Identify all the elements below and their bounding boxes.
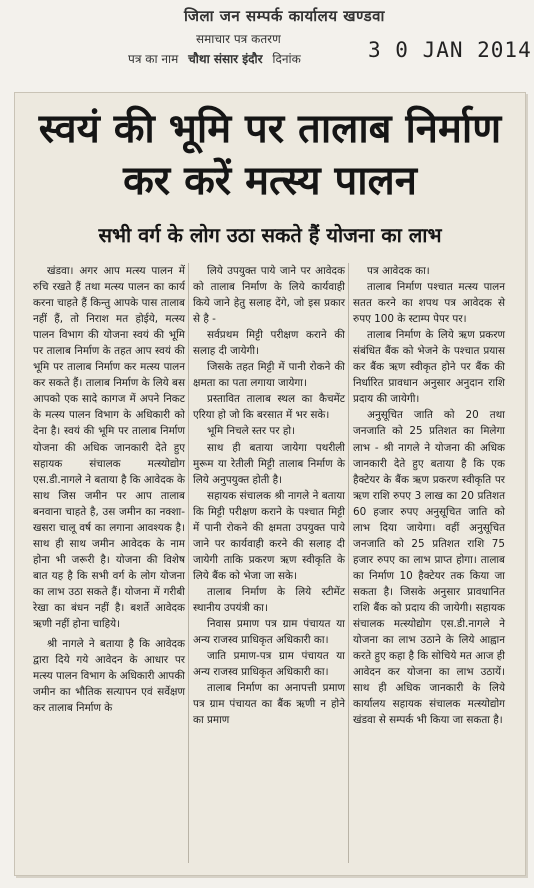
headline-line: कर करें मत्स्य पालन [123,157,417,204]
paragraph: साथ ही बताया जायेगा पथरीली मुरूम या रेतीली मिट्टी तालाब निर्माण के लिये अनुपयुक्त होती है। [193,441,345,486]
article-column-1 [33,263,185,716]
headline [15,103,525,207]
date-stamp: 3 0 JAN 2014 [368,38,532,62]
newspaper-name: चौथा संसार इंदौर [188,52,263,66]
paragraph: निवास प्रमाण पत्र ग्राम पंचायत या अन्य राजस्व प्राधिकृत अधिकारी का। [193,618,345,647]
column-divider [188,263,189,863]
paragraph: खंडवा। अगर आप मत्स्य पालन में रुचि रखते हैं तथा मत्स्य पालन का कार्य करना चाहते हैं किन्तु आपके पास तालाब नहीं हैं, तो निराश मत होईये, मत्स्य पालन विभाग की योजना स्वयं की भूमि पर तालाब निर्माण के तहत आप स्वयं की भूमि पर तालाब निर्माण कर मत्स्य पालन कर सकते हैं। तालाब निर्माण के लिये बस आपको एक सादे कागज में अपने निकट के मत्स्य पालन विभाग के अधिकारी को देना है। स्वयं की भूमि पर तालाब निर्माण योजना की अधिक जानकारी देते हुए सहायक संचालक मत्स्योद्योग एस.डी.नागले ने बताया है कि आवेदक के साथ जिस जमीन पर आप तालाब बनवाना चाहते है, उस जमीन का नक्शा-खसरा चालू वर्ष का लगाना आवश्यक है। साथ ही साथ जमीन आवेदक के नाम होना भी जरूरी है। योजना की विशेष बात यह है कि सभी वर्ग के लोग योजना का लाभ उठा सकते हैं। योजना में गरीबी रेखा का बंधन नहीं है। बशर्ते आवेदक ऋणी नहीं होना चाहिये। [33,265,185,631]
paragraph: पत्र आवेदक का। [367,265,430,277]
paragraph: सर्वप्रथम मिट्टी परीक्षण कराने की सलाह दी जायेगी। [193,329,345,358]
column-divider [348,263,349,863]
paragraph: अनुसूचित जाति को 20 तथा जनजाति को 25 प्रतिशत का मिलेगा लाभ - श्री नागले ने योजना की अधिक जानकारी देते हुए बताया है कि एक हैक्टेयर के बैंक ऋण प्रकरण स्वीकृति पर ऋण राशि रुपए 3 लाख का 20 प्रतिशत 60 हजार रुपए अनुसूचित जाति को लाभ दिया जायेगा। वहीं अनुसूचित जनजाति को 25 प्रतिशत राशि 75 हजार रुपए का लाभ प्राप्त होगा। तालाब का निर्माण 10 हैक्टेयर तक किया जा सकता है। जिसके अनुसार प्रावधानित राशि बैंक को प्रदाय की जायेगी। सहायक संचालक मत्स्योद्योग एस.डी.नागले ने योजना का लाभ उठाने के लिये आह्वान करते हुए कहा है कि सोचिये मत आज ही आवेदन कर योजना का लाभ उठायें। साथ ही अधिक जानकारी के लिये कार्यालय सहायक संचालक मत्स्योद्योग खंडवा से सम्पर्क भी किया जा सकता है। [353,409,505,727]
paragraph: तालाब निर्माण के लिये ऋण प्रकरण संबंधित बैंक को भेजने के पश्चात प्रयास कर बैंक ऋण स्वीकृत होने पर बैंक की निर्धारित प्रावधान अनुसार अनुदान राशि प्रदाय की जायेगी। [353,329,505,406]
paragraph: प्रस्तावित तालाब स्थल का कैचमेंट एरिया हो जो कि बरसात में भर सके। [193,393,345,422]
paper-name-label: पत्र का नाम [128,52,179,66]
news-clipping [14,92,526,876]
paragraph: तालाब निर्माण पश्चात मत्स्य पालन सतत करने का शपथ पत्र आवेदक से रुपए 100 के स्टाम्प पेपर पर। [353,281,505,326]
paragraph: श्री नागले ने बताया है कि आवेदक द्वारा दिये गये आवेदन के आधार पर मत्स्य पालन विभाग के अधिकारी आपकी जमीन का भौतिक सत्यापन एवं सर्वेक्षण कर तालाब निर्माण के [33,638,185,715]
cutting-label: समाचार पत्र कतरण [196,32,281,46]
subheadline: सभी वर्ग के लोग उठा सकते हैं योजना का लाभ [98,223,442,247]
headline-line: स्वयं की भूमि पर तालाब निर्माण [38,105,502,152]
paragraph: लिये उपयुक्त पाये जाने पर आवेदक को तालाब निर्माण के लिये कार्यवाही किये जाने हेतु सलाह देंगे, जो इस प्रकार से है - [193,265,345,326]
office-stamp: जिला जन सम्पर्क कार्यालय खण्डवा [184,7,385,25]
article-column-3 [353,263,505,728]
paragraph: भूमि निचले स्तर पर हो। [207,425,296,438]
paragraph: जिसके तहत मिट्टी में पानी रोकने की क्षमता का पता लगाया जायेगा। [193,361,345,390]
article-column-2 [193,263,345,728]
paragraph: तालाब निर्माण के लिये स्टीमेंट स्थानीय उपयंत्री का। [193,585,345,614]
clipping-header [0,0,534,90]
paragraph: जाति प्रमाण-पत्र ग्राम पंचायत या अन्य राजस्व प्राधिकृत अधिकारी का। [193,650,345,679]
paper-name-line [128,50,301,67]
paragraph: सहायक संचालक श्री नागले ने बताया कि मिट्टी परीक्षण कराने के पश्चात मिट्टी में पानी रोकने की क्षमता उपयुक्त पाये जाने पर कार्यवाही करने की सलाह दी जायेगी ताकि प्रकरण ऋण स्वीकृति के लिये बैंक को भेजा जा सके। [193,489,345,582]
paragraph: तालाब निर्माण का अनापत्ती प्रमाण पत्र ग्राम पंचायत का बैंक ऋणी न होने का प्रमाण [193,682,345,727]
date-label: दिनांक [272,52,301,66]
